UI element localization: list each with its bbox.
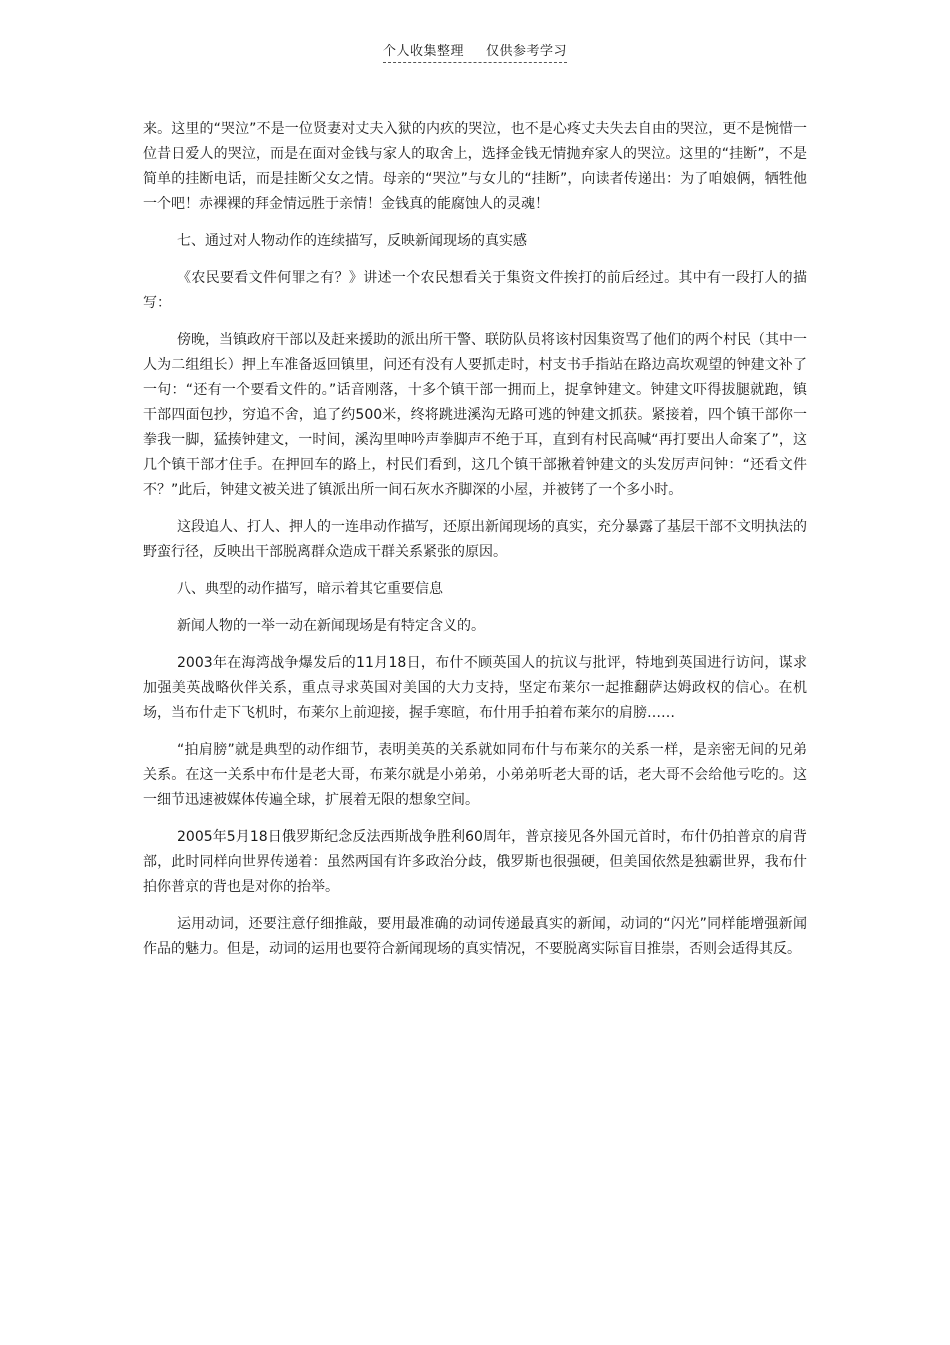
paragraph-9: 2005年5月18日俄罗斯纪念反法西斯战争胜利60周年，普京接见各外国元首时，布什仍拍普京的肩背部，此时同样向世界传递着：虽然两国有许多政治分歧，俄罗斯也很强硬，但美国依然是独霸世界，我布什拍你普京的背也是对你的抬举。	[143, 829, 807, 895]
paragraph-3: 傍晚，当镇政府干部以及赶来援助的派出所干警、联防队员将该村因集资骂了他们的两个村民（其中一人为二组组长）押上车准备返回镇里，问还有没有人要抓走时，村支书手指站在路边高坎观望的钟建文补了一句：“还有一个要看文件的。”话音刚落，十多个镇干部一拥而上，捉拿钟建文。钟建文吓得拔腿就跑，镇干部四面包抄，穷追不舍，追了约500米，终将跳进溪沟无路可逃的钟建文抓获。紧接着，四个镇干部你一拳我一脚，猛揍钟建文，一时间，溪沟里呻吟声拳脚声不绝于耳，直到有村民高喊“再打要出人命案了”，这几个镇干部才住手。在押回车的路上，村民们看到，这几个镇干部揪着钟建文的头发厉声问钟：“还看文件不？”此后，钟建文被关进了镇派出所一间石灰水齐脚深的小屋，并被铐了一个多小时。	[143, 332, 807, 498]
paragraph-10: 运用动词，还要注意仔细推敲，要用最准确的动词传递最真实的新闻，动词的“闪光”同样能增强新闻作品的魅力。但是，动词的运用也要符合新闻现场的真实情况，不要脱离实际盲目推崇，否则会适得其反。	[143, 916, 807, 957]
paragraph-0: 来。这里的“哭泣”不是一位贤妻对丈夫入狱的内疚的哭泣，也不是心疼丈夫失去自由的哭泣，更不是惋惜一位昔日爱人的哭泣，而是在面对金钱与家人的取舍上，选择金钱无情抛弃家人的哭泣。这里的“挂断”，不是简单的挂断电话，而是挂断父女之情。母亲的“哭泣”与女儿的“挂断”，向读者传递出：为了咱娘俩，牺牲他一个吧！赤裸裸的拜金情远胜于亲情！金钱真的能腐蚀人的灵魂！	[143, 121, 807, 212]
section-heading-8: 八、典型的动作描写，暗示着其它重要信息	[177, 581, 443, 597]
page-header	[383, 40, 567, 63]
header-left-text: 个人收集整理	[383, 44, 465, 59]
document-body	[143, 117, 807, 974]
paragraph-2: 《农民要看文件何罪之有？》讲述一个农民想看关于集资文件挨打的前后经过。其中有一段打人的描写：	[143, 270, 807, 311]
paragraph-6: 新闻人物的一举一动在新闻现场是有特定含义的。	[177, 618, 485, 634]
paragraph-8: “拍肩膀”就是典型的动作细节，表明美英的关系就如同布什与布莱尔的关系一样，是亲密无间的兄弟关系。在这一关系中布什是老大哥，布莱尔就是小弟弟，小弟弟听老大哥的话，老大哥不会给他亏吃的。这一细节迅速被媒体传遍全球，扩展着无限的想象空间。	[143, 742, 807, 808]
header-right-text: 仅供参考学习	[486, 44, 568, 59]
paragraph-4: 这段追人、打人、押人的一连串动作描写，还原出新闻现场的真实，充分暴露了基层干部不文明执法的野蛮行径，反映出干部脱离群众造成干群关系紧张的原因。	[143, 519, 807, 560]
paragraph-7: 2003年在海湾战争爆发后的11月18日，布什不顾英国人的抗议与批评，特地到英国进行访问，谋求加强美英战略伙伴关系，重点寻求英国对美国的大力支持，坚定布莱尔一起推翻萨达姆政权的信心。在机场，当布什走下飞机时，布莱尔上前迎接，握手寒暄，布什用手拍着布莱尔的肩膀……	[143, 655, 807, 721]
section-heading-7: 七、通过对人物动作的连续描写，反映新闻现场的真实感	[177, 233, 527, 249]
